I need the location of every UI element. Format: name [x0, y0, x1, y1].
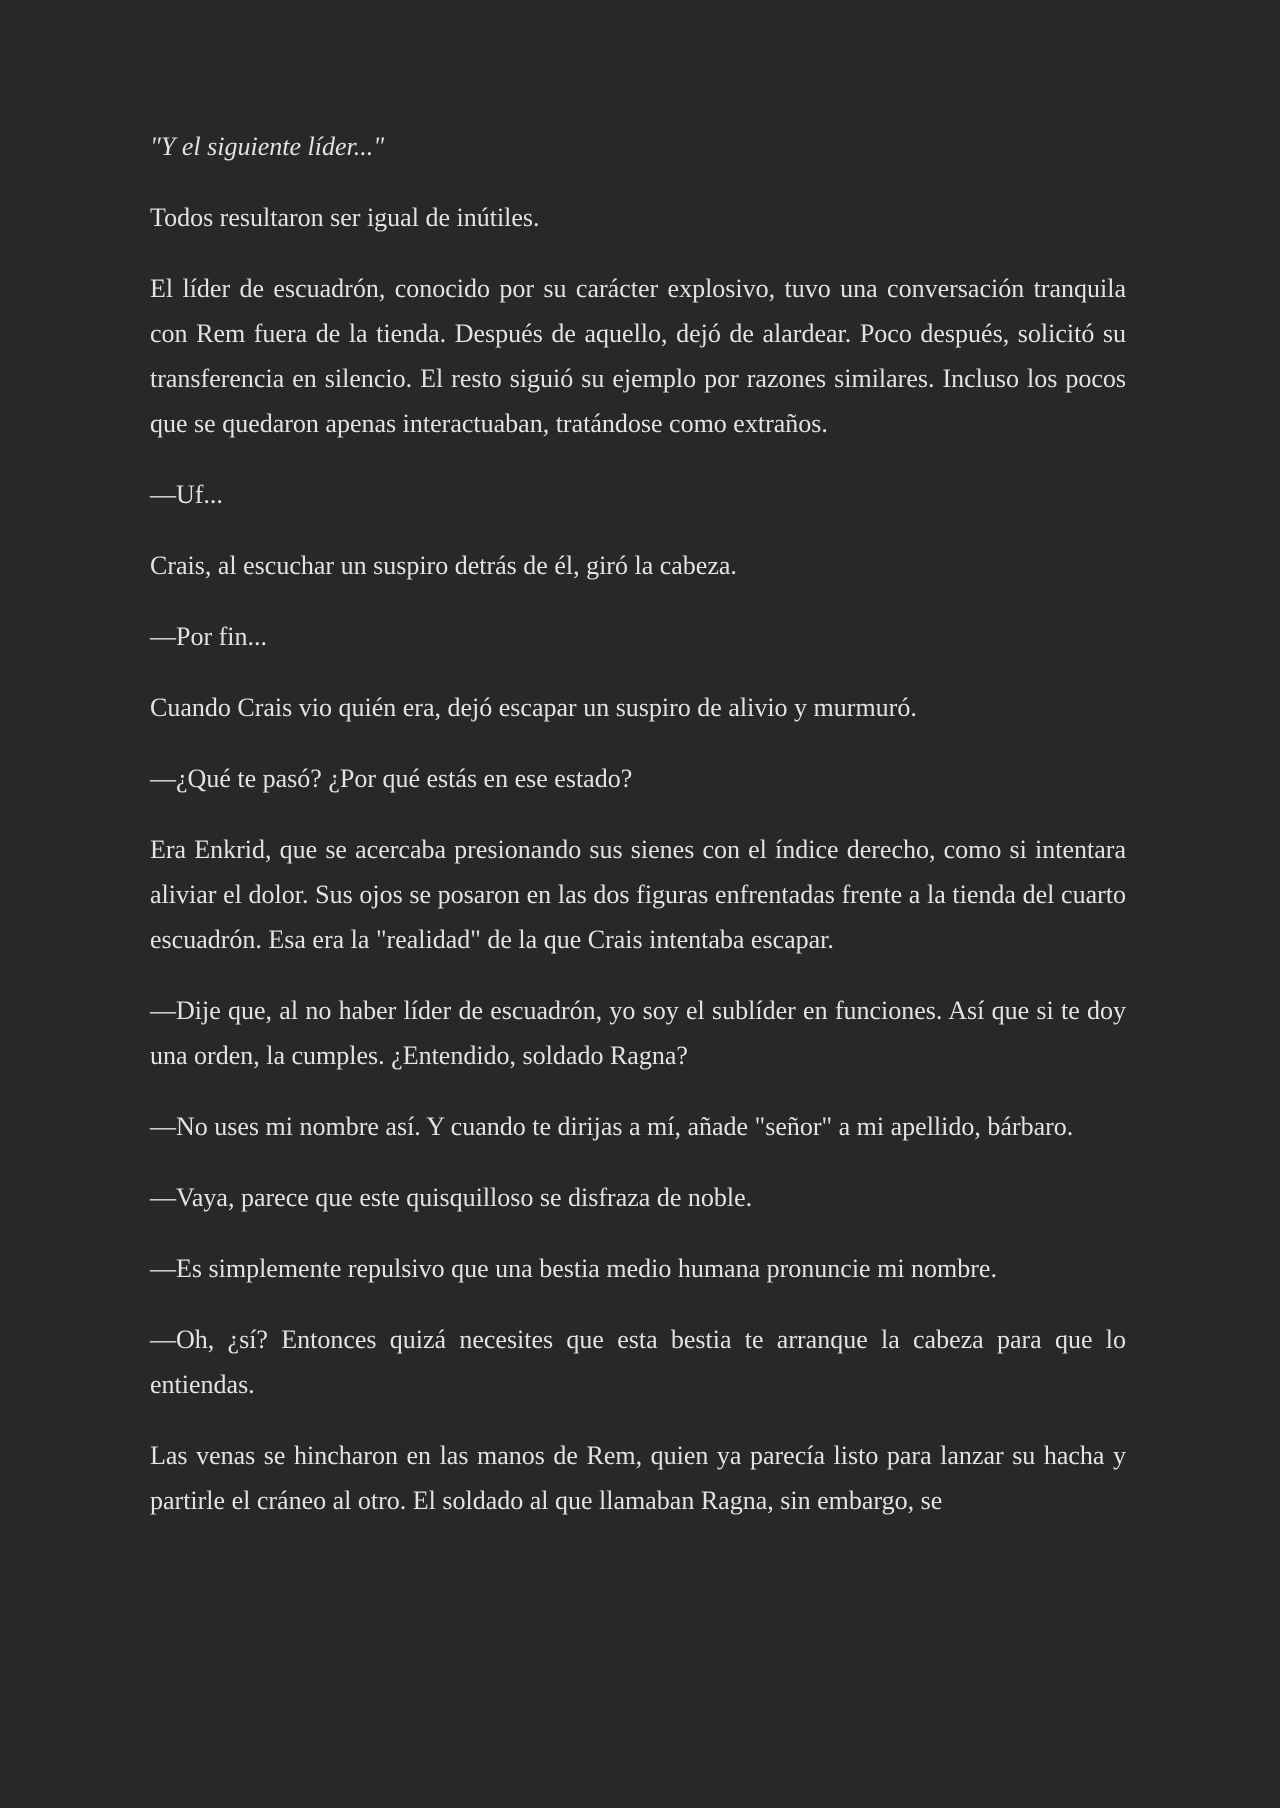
paragraph: Cuando Crais vio quién era, dejó escapar un suspiro de alivio y murmuró. — [150, 693, 917, 722]
paragraph: El líder de escuadrón, conocido por su carácter explosivo, tuvo una conversación tranquila con Rem fuera de la tienda. Después de aquello, dejó de alardear. Poco después, solicitó su transferencia en silencio. El resto siguió su ejemplo por razones similares. Incluso los pocos que se quedaron apenas interactuaban, tratándose como extraños. — [150, 274, 1126, 438]
paragraph: —Por fin... — [150, 622, 267, 651]
paragraph: —Vaya, parece que este quisquilloso se disfraza de noble. — [150, 1183, 753, 1212]
paragraph: —Oh, ¿sí? Entonces quizá necesites que esta bestia te arranque la cabeza para que lo entiendas. — [150, 1325, 1126, 1399]
chapter-text — [150, 124, 1126, 1549]
paragraph: —Es simplemente repulsivo que una bestia medio humana pronuncie mi nombre. — [150, 1254, 997, 1283]
paragraph: Crais, al escuchar un suspiro detrás de él, giró la cabeza. — [150, 551, 737, 580]
paragraph: —¿Qué te pasó? ¿Por qué estás en ese estado? — [150, 764, 633, 793]
paragraph: Era Enkrid, que se acercaba presionando sus sienes con el índice derecho, como si intentara aliviar el dolor. Sus ojos se posaron en las dos figuras enfrentadas frente a la tienda del cuarto escuadrón. Esa era la "realidad" de la que Crais intentaba escapar. — [150, 835, 1126, 954]
paragraph: Todos resultaron ser igual de inútiles. — [150, 203, 540, 232]
paragraph: —Uf... — [150, 480, 223, 509]
paragraph: Las venas se hincharon en las manos de Rem, quien ya parecía listo para lanzar su hacha y partirle el cráneo al otro. El soldado al que llamaban Ragna, sin embargo, se — [150, 1441, 1126, 1515]
paragraph: "Y el siguiente líder..." — [150, 132, 385, 161]
paragraph: —Dije que, al no haber líder de escuadrón, yo soy el sublíder en funciones. Así que si te doy una orden, la cumples. ¿Entendido, soldado Ragna? — [150, 996, 1126, 1070]
paragraph: —No uses mi nombre así. Y cuando te dirijas a mí, añade "señor" a mi apellido, bárbaro. — [150, 1112, 1074, 1141]
